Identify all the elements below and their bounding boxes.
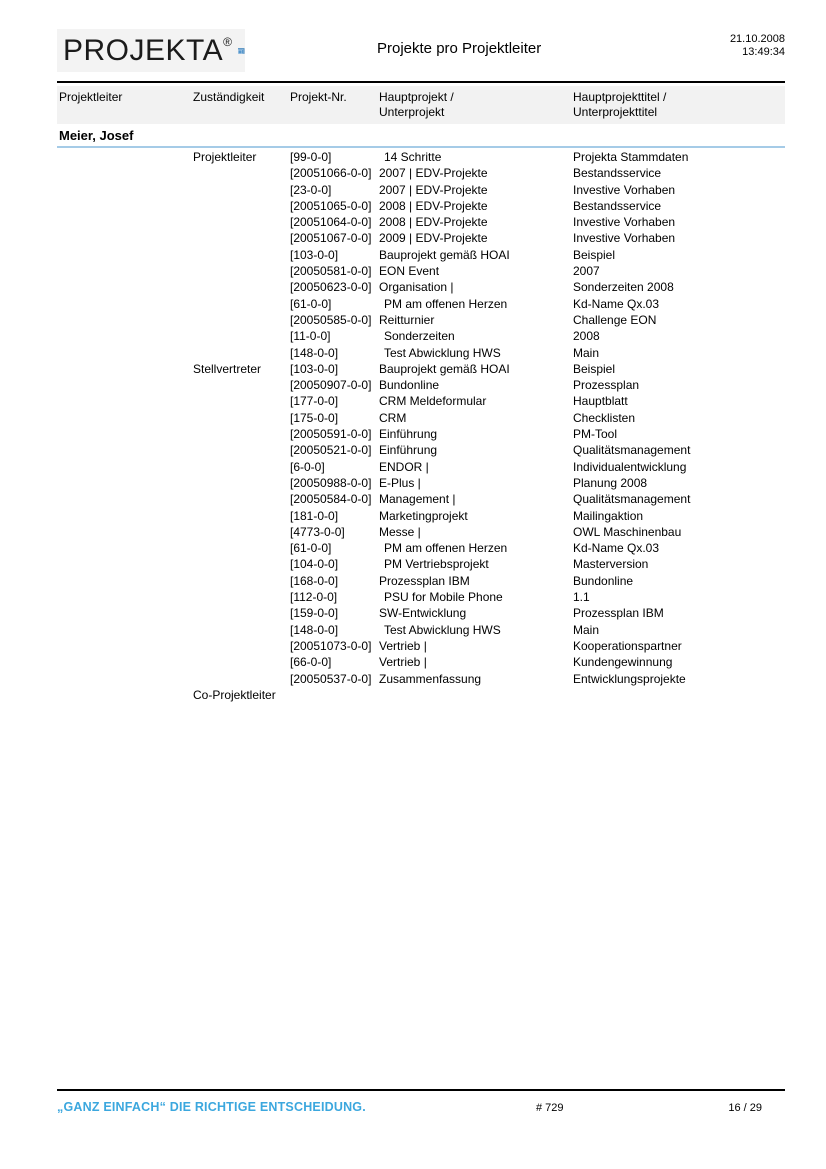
project-name: Einführung [379, 443, 438, 458]
registered-trademark-symbol: ® [223, 34, 233, 49]
project-number: [104-0-0] [290, 557, 339, 572]
table-row [57, 345, 785, 361]
project-title: Challenge EON [573, 312, 657, 327]
project-name: Sonderzeiten [384, 329, 455, 344]
project-number: [20050581-0-0] [290, 264, 372, 279]
project-name: Vertrieb | [379, 638, 427, 653]
project-name: 2009 | EDV-Projekte [379, 231, 488, 246]
project-title: Investive Vorhaben [573, 215, 676, 230]
table-row [57, 491, 785, 507]
project-title: Sonderzeiten 2008 [573, 280, 674, 295]
table-row [57, 165, 785, 181]
project-number: [20051065-0-0] [290, 198, 372, 213]
project-number: [66-0-0] [290, 655, 332, 670]
logo-wordmark [63, 33, 233, 67]
table-row [57, 312, 785, 328]
project-number: [23-0-0] [290, 182, 332, 197]
project-number: [20051067-0-0] [290, 231, 372, 246]
project-title: Main [573, 622, 600, 637]
section-role-label: Stellvertreter [193, 361, 262, 376]
project-name: PM am offenen Herzen [384, 541, 508, 556]
project-title: PM-Tool [573, 427, 618, 442]
project-name: 2007 | EDV-Projekte [379, 182, 488, 197]
project-title: Bundonline [573, 573, 634, 588]
project-title: Individualentwicklung [573, 459, 687, 474]
report-date: 21.10.2008 [729, 33, 785, 45]
project-number: [20051064-0-0] [290, 215, 372, 230]
table-row [57, 328, 785, 344]
project-name: Zusammenfassung [379, 671, 482, 686]
table-row [57, 589, 785, 605]
column-header-hauptprojekttitel: Hauptprojekttitel / Unterprojekttitel [573, 90, 667, 119]
projekta-logo [57, 29, 245, 72]
project-number: [20050585-0-0] [290, 312, 372, 327]
project-name: E-Plus | [379, 475, 421, 490]
table-row [57, 671, 785, 687]
project-number: [20050988-0-0] [290, 475, 372, 490]
project-title: Prozessplan IBM [573, 606, 664, 621]
project-title: Kd-Name Qx.03 [573, 296, 660, 311]
page-title: Projekte pro Projektleiter [377, 40, 542, 57]
table-row [57, 149, 785, 165]
project-title: Investive Vorhaben [573, 231, 676, 246]
section-role-label: Co-Projektleiter [193, 687, 276, 702]
project-title: 2008 [573, 329, 600, 344]
project-name: 2007 | EDV-Projekte [379, 166, 488, 181]
project-number: [177-0-0] [290, 394, 339, 409]
project-name: Vertrieb | [379, 655, 427, 670]
logo-squares-icon [238, 31, 245, 71]
project-number: [20050521-0-0] [290, 443, 372, 458]
project-title: Investive Vorhaben [573, 182, 676, 197]
table-row [57, 524, 785, 540]
project-name: SW-Entwicklung [379, 606, 467, 621]
project-title: Prozessplan [573, 378, 640, 393]
project-title: Beispiel [573, 361, 616, 376]
table-header [57, 86, 785, 124]
table-row [57, 230, 785, 246]
table-row [57, 605, 785, 621]
project-title: Main [573, 345, 600, 360]
project-name: Messe | [379, 524, 421, 539]
project-title: Bestandsservice [573, 166, 662, 181]
project-number: [103-0-0] [290, 361, 339, 376]
table-row [57, 687, 785, 703]
table-row [57, 638, 785, 654]
table-row [57, 573, 785, 589]
project-title: Mailingaktion [573, 508, 644, 523]
project-number: [20050584-0-0] [290, 492, 372, 507]
header-rule [57, 81, 785, 83]
group-underline [57, 146, 785, 148]
table-row [57, 198, 785, 214]
project-number: [6-0-0] [290, 459, 325, 474]
project-title: 2007 [573, 264, 600, 279]
project-title: Kundengewinnung [573, 655, 673, 670]
project-number: [20050623-0-0] [290, 280, 372, 295]
project-title: 1.1 [573, 590, 590, 605]
project-number: [11-0-0] [290, 329, 331, 344]
report-datetime [730, 33, 785, 59]
report-rows [57, 149, 785, 703]
projektleiter-group-name: Meier, Josef [59, 128, 134, 143]
project-title: Kooperationspartner [573, 638, 682, 653]
project-name: 14 Schritte [384, 150, 442, 164]
project-number: [99-0-0] [290, 150, 332, 164]
project-name: Einführung [379, 427, 438, 442]
project-title: Qualitätsmanagement [573, 443, 691, 458]
project-number: [61-0-0] [290, 541, 332, 556]
project-title: Beispiel [573, 247, 616, 262]
project-title: Checklisten [573, 410, 636, 425]
project-name: PM Vertriebsprojekt [384, 557, 489, 572]
column-header-projektleiter: Projektleiter [59, 90, 123, 104]
table-row [57, 410, 785, 426]
project-name: PSU for Mobile Phone [384, 590, 503, 605]
project-name: Prozessplan IBM [379, 573, 470, 588]
project-title: Projekta Stammdaten [573, 150, 689, 164]
project-number: [181-0-0] [290, 508, 339, 523]
project-title: OWL Maschinenbau [573, 524, 682, 539]
project-title: Qualitätsmanagement [573, 492, 691, 507]
logo-text: PROJEKTA [63, 33, 224, 67]
footer-report-number: # 729 [536, 1102, 564, 1114]
project-number: [20051066-0-0] [290, 166, 372, 181]
project-title: Masterversion [573, 557, 649, 572]
project-number: [168-0-0] [290, 573, 339, 588]
table-row [57, 296, 785, 312]
table-row [57, 393, 785, 409]
project-number: [148-0-0] [290, 345, 339, 360]
table-row [57, 540, 785, 556]
table-row [57, 182, 785, 198]
project-name: Bundonline [379, 378, 440, 393]
project-name: ENDOR | [379, 459, 429, 474]
project-name: CRM [379, 410, 407, 425]
table-row [57, 622, 785, 638]
project-name: Test Abwicklung HWS [384, 345, 501, 360]
project-title: Hauptblatt [573, 394, 628, 409]
project-number: [4773-0-0] [290, 524, 345, 539]
project-number: [175-0-0] [290, 410, 339, 425]
table-row [57, 361, 785, 377]
project-name: 2008 | EDV-Projekte [379, 198, 488, 213]
project-name: 2008 | EDV-Projekte [379, 215, 488, 230]
project-name: Marketingprojekt [379, 508, 468, 523]
project-number: [20050591-0-0] [290, 427, 372, 442]
table-row [57, 247, 785, 263]
project-title: Bestandsservice [573, 198, 662, 213]
table-row [57, 442, 785, 458]
table-row [57, 508, 785, 524]
table-row [57, 263, 785, 279]
project-number: [61-0-0] [290, 296, 332, 311]
project-name: CRM Meldeformular [379, 394, 487, 409]
table-row [57, 377, 785, 393]
project-number: [20050537-0-0] [290, 671, 372, 686]
project-name: Test Abwicklung HWS [384, 622, 501, 637]
project-name: Bauprojekt gemäß HOAI [379, 361, 510, 376]
column-header-hauptprojekt: Hauptprojekt / Unterprojekt [379, 90, 454, 119]
project-name: PM am offenen Herzen [384, 296, 508, 311]
project-number: [20050907-0-0] [290, 378, 372, 393]
project-number: [20051073-0-0] [290, 638, 372, 653]
footer-page-number: 16 / 29 [728, 1102, 762, 1114]
project-number: [148-0-0] [290, 622, 339, 637]
project-number: [159-0-0] [290, 606, 339, 621]
project-name: Management | [379, 492, 456, 507]
project-title: Entwicklungsprojekte [573, 671, 686, 686]
project-name: Bauprojekt gemäß HOAI [379, 247, 510, 262]
project-number: [103-0-0] [290, 247, 339, 262]
footer-rule [57, 1089, 785, 1091]
table-row [57, 475, 785, 491]
project-name: Organisation | [379, 280, 454, 295]
project-name: Reitturnier [379, 312, 435, 327]
report-time: 13:49:34 [742, 46, 785, 58]
project-number: [112-0-0] [290, 590, 338, 605]
column-header-zustaendigkeit: Zuständigkeit [193, 90, 265, 104]
section-role-label: Projektleiter [193, 150, 257, 164]
column-header-projekt-nr: Projekt-Nr. [290, 90, 347, 104]
table-row [57, 279, 785, 295]
table-row [57, 556, 785, 572]
project-title: Planung 2008 [573, 475, 648, 490]
project-title: Kd-Name Qx.03 [573, 541, 660, 556]
project-name: EON Event [379, 264, 440, 279]
table-row [57, 654, 785, 670]
table-row [57, 214, 785, 230]
table-row [57, 459, 785, 475]
table-row [57, 426, 785, 442]
footer-slogan: „GANZ EINFACH“ DIE RICHTIGE ENTSCHEIDUNG. [57, 1100, 366, 1114]
